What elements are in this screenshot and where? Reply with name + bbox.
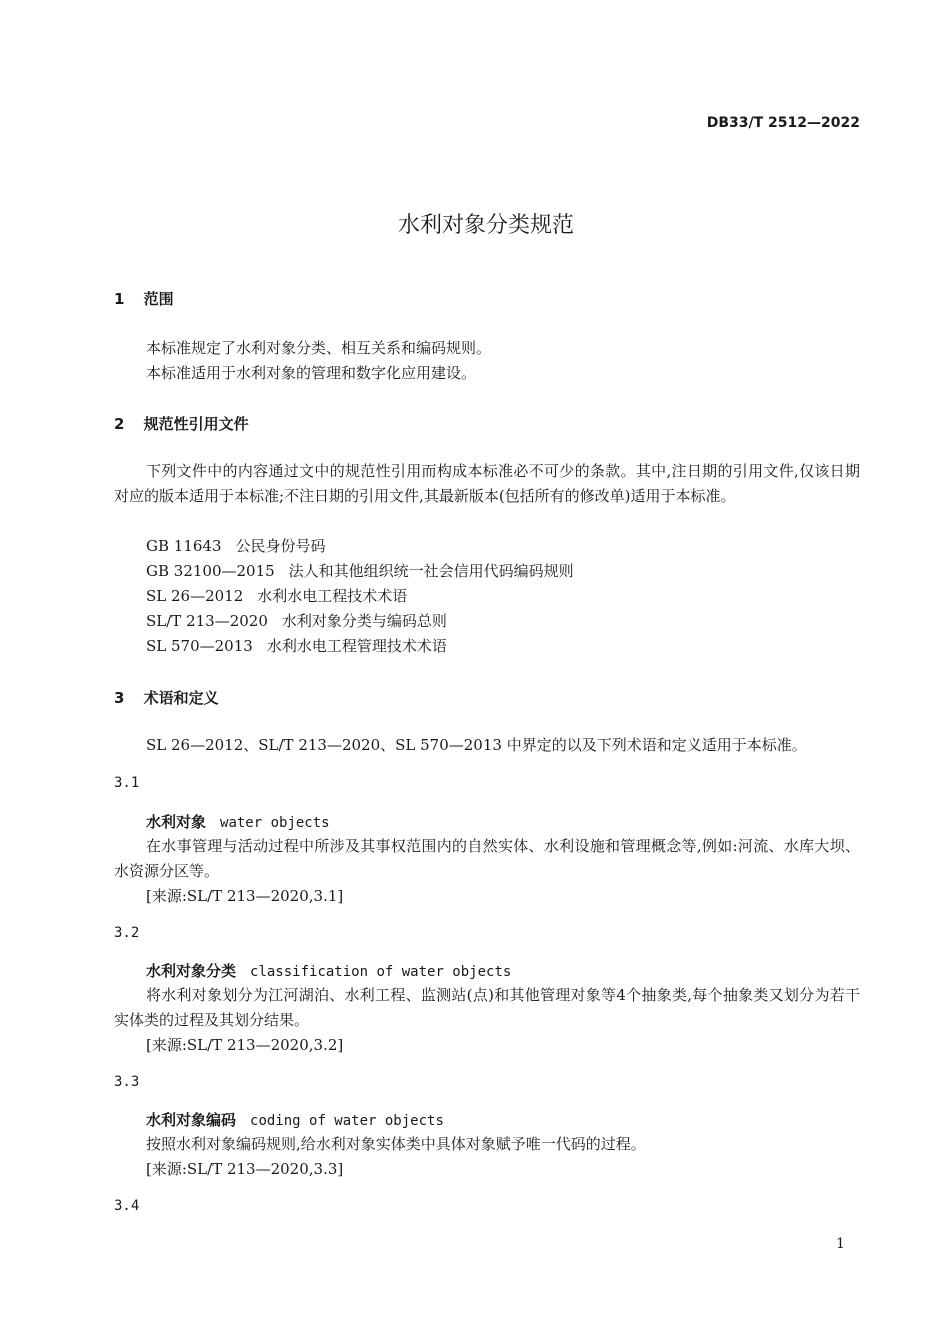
term-definition: 在水事管理与活动过程中所涉及其事权范围内的自然实体、水利设施和管理概念等,例如:河流、水库大坝、水资源分区等。: [114, 837, 860, 880]
term-heading: [146, 960, 511, 981]
reference-name: 水利水电工程管理技术术语: [266, 637, 447, 655]
term-definition: 将水利对象划分为江河湖泊、水利工程、监测站(点)和其他管理对象等4个抽象类,每个抽象类又划分为若干实体类的过程及其划分结果。: [114, 986, 860, 1029]
reference-item: [146, 534, 326, 559]
term-source: [来源:SL/T 213—2020,3.2]: [146, 1036, 344, 1054]
document-number: DB33/T 2512—2022: [706, 115, 860, 131]
reference-code: SL 570—2013: [146, 637, 253, 655]
section-1-paragraph: 本标准规定了水利对象分类、相互关系和编码规则。: [146, 339, 492, 357]
section-3-heading: [114, 687, 219, 708]
term-zh: 水利对象: [146, 813, 207, 831]
term-zh: 水利对象分类: [146, 962, 237, 980]
reference-item: [146, 584, 407, 609]
reference-name: 水利水电工程技术术语: [257, 587, 408, 605]
reference-code: GB 32100—2015: [146, 562, 275, 580]
reference-name: 法人和其他组织统一社会信用代码编码规则: [288, 562, 574, 580]
term-en: water objects: [220, 815, 330, 831]
reference-item: [146, 609, 447, 634]
reference-name: 公民身份号码: [235, 537, 326, 555]
section-2-intro: 下列文件中的内容通过文中的规范性引用而构成本标准必不可少的条款。其中,注日期的引用文件,仅该日期对应的版本适用于本标准;不注日期的引用文件,其最新版本(包括所有的修改单)适用于本标准。: [114, 462, 860, 505]
reference-item: [146, 634, 447, 659]
section-number: 3: [114, 689, 125, 707]
term-source: [来源:SL/T 213—2020,3.3]: [146, 1160, 344, 1178]
term-heading: [146, 811, 330, 832]
reference-code: SL 26—2012: [146, 587, 244, 605]
section-1-heading: [114, 288, 174, 309]
reference-code: GB 11643: [146, 537, 222, 555]
reference-code: SL/T 213—2020: [146, 612, 268, 630]
page-number: 1: [836, 1236, 845, 1252]
term-number: 3.4: [114, 1198, 140, 1214]
section-title: 术语和定义: [143, 689, 219, 707]
section-2-heading: [114, 413, 249, 434]
reference-item: [146, 559, 574, 584]
section-1-paragraph: 本标准适用于水利对象的管理和数字化应用建设。: [146, 364, 477, 382]
term-number: 3.1: [114, 775, 140, 791]
section-number: 1: [114, 290, 125, 308]
term-heading: [146, 1109, 444, 1130]
section-3-intro: SL 26—2012、SL/T 213—2020、SL 570—2013 中界定的以及下列术语和定义适用于本标准。: [146, 736, 807, 754]
term-number: 3.3: [114, 1074, 140, 1090]
page-title: 水利对象分类规范: [397, 213, 574, 238]
term-en: classification of water objects: [250, 964, 512, 980]
term-source: [来源:SL/T 213—2020,3.1]: [146, 887, 344, 905]
term-zh: 水利对象编码: [146, 1111, 237, 1129]
term-definition: 按照水利对象编码规则,给水利对象实体类中具体对象赋予唯一代码的过程。: [146, 1135, 646, 1153]
reference-name: 水利对象分类与编码总则: [281, 612, 447, 630]
section-title: 范围: [143, 290, 174, 308]
term-en: coding of water objects: [250, 1113, 444, 1129]
section-number: 2: [114, 415, 125, 433]
section-title: 规范性引用文件: [143, 415, 249, 433]
term-number: 3.2: [114, 925, 140, 941]
